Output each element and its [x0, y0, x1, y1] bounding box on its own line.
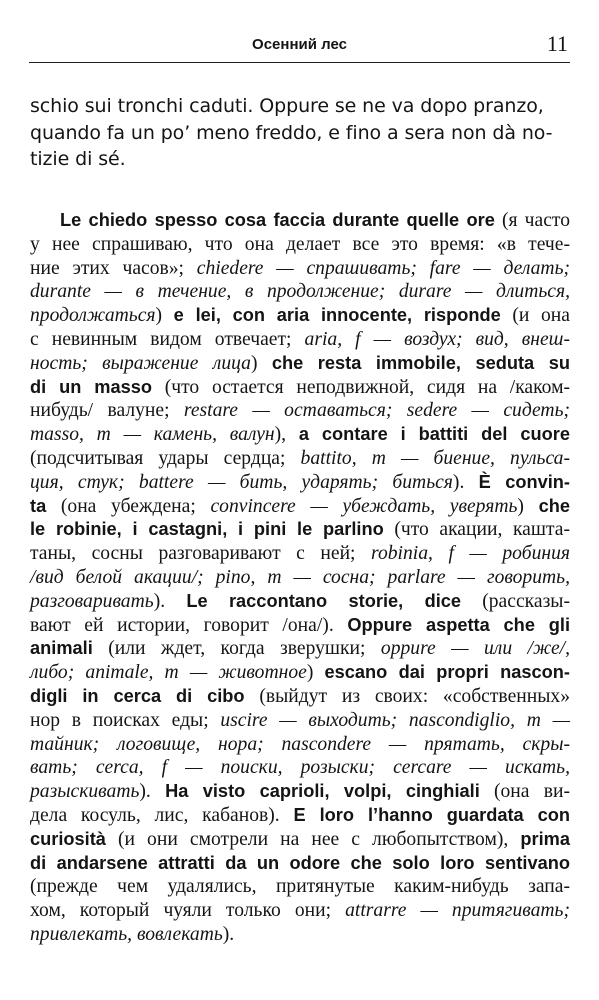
text-line [30, 352, 570, 376]
text-line [30, 733, 570, 757]
italian-phrase: curiosità [30, 828, 106, 849]
text-line [30, 780, 570, 804]
translation-text: нор в поисках еды; [30, 709, 221, 731]
text-line [30, 661, 570, 685]
text-line [30, 566, 570, 590]
italian-phrase: prima [520, 828, 570, 849]
vocabulary-note: разыскивать [30, 781, 140, 803]
translation-text: ) [155, 305, 174, 327]
text-line [30, 209, 570, 233]
text-line [30, 495, 570, 519]
text-line [30, 899, 570, 923]
intro-line: quando fa un po’ meno freddo, e fino a sera non dà no- [30, 121, 553, 144]
translation-text: у нее спрашиваю, что она делает все это время: «в тече- [30, 233, 570, 255]
translation-text: ) [250, 352, 272, 374]
vocabulary-note: /вид белой акации/; pino, m — сосна; parlare — говорить, [30, 566, 570, 588]
translation-text: таны, сосны разговаривают с ней; [30, 543, 372, 565]
translation-text: ние этих часов»; [30, 257, 197, 279]
page-number: 11 [546, 31, 568, 56]
bilingual-paragraph [30, 209, 570, 947]
translation-text: (она убеждена; [46, 495, 211, 517]
text-line [30, 709, 570, 733]
translation-text: нибудь/ валуне; [30, 400, 184, 422]
text-line [30, 376, 570, 400]
text-line [30, 685, 570, 709]
translation-text: ) [517, 495, 539, 517]
translation-text: (подсчитывая удары сердца; [30, 447, 301, 469]
italian-phrase: che resta immobile, seduta su [271, 352, 570, 373]
text-line [30, 423, 570, 447]
translation-text: ). [222, 923, 235, 945]
translation-text: (и они смотрели на нее с любопытством), [105, 828, 521, 850]
vocabulary-note: robinia, f — робиния [371, 543, 570, 565]
italian-phrase: di un masso [30, 376, 152, 397]
text-line [30, 875, 570, 899]
text-line [30, 233, 570, 257]
vocabulary-note: restare — оставаться; sedere — сидеть; [183, 400, 571, 422]
italian-phrase: e lei, con aria innocente, risponde [173, 305, 501, 326]
text-line [30, 280, 570, 304]
translation-text: (рассказы- [461, 590, 570, 612]
vocabulary-note: вать; cerca, f — поиски, розыски; cercare — искать, [30, 757, 570, 779]
text-line [30, 852, 570, 876]
text-line [30, 756, 570, 780]
text-line [30, 257, 570, 281]
italian-phrase: Le raccontano storie, dice [186, 590, 462, 611]
vocabulary-note: battito, m — биение, пульса- [300, 447, 570, 469]
text-line [30, 637, 570, 661]
italian-phrase: E loro l’hanno guardata con [293, 804, 570, 825]
translation-text: (и она [500, 305, 570, 327]
italian-phrase: ta [30, 495, 47, 516]
italian-phrase: escano dai propri nascon- [324, 662, 570, 683]
translation-text: ), [274, 424, 299, 446]
running-header [29, 30, 570, 63]
vocabulary-note: convincere — убеждать, уверять [210, 495, 518, 517]
translation-text: (она ви- [479, 781, 570, 803]
italian-phrase: che [538, 495, 570, 516]
vocabulary-note: oppure — или /же/, [380, 638, 570, 660]
italian-phrase: le robinie, i castagni, i pini le parlino [30, 519, 384, 540]
italian-phrase: Oppure aspetta che gli [347, 614, 571, 635]
translation-text: (что акации, кашта- [383, 519, 570, 541]
italian-phrase: Ha visto caprioli, volpi, cinghiali [165, 781, 480, 802]
text-line [30, 614, 570, 638]
vocabulary-note: тайник; логовище, нора; nascondere — прятать, скры- [30, 733, 570, 755]
vocabulary-note: разговаривать [30, 590, 154, 612]
translation-text: (что остается неподвижной, сидя на /каком- [151, 376, 570, 398]
text-line [30, 590, 570, 614]
intro-line: schio sui tronchi caduti. Oppure se ne va dopo pranzo, [30, 95, 544, 117]
translation-text: (я часто [494, 210, 570, 231]
text-line [30, 304, 570, 328]
italian-phrase: a contare i battiti del cuore [298, 424, 571, 445]
vocabulary-note: ция, стук; battere — бить, ударять; биться [30, 471, 453, 493]
text-line [30, 471, 570, 495]
vocabulary-note: либо; animale, m — животное [30, 662, 307, 684]
text-line [30, 399, 570, 423]
translation-text: вают ей истории, говорит /она/). [30, 614, 348, 636]
vocabulary-note: aria, f — воздух; вид, внеш- [304, 328, 570, 350]
italian-phrase: È convin- [478, 471, 570, 492]
translation-text: дела косуль, лис, кабанов). [30, 804, 294, 826]
italian-phrase: Le chiedo spesso cosa faccia durante quelle ore [60, 210, 495, 230]
vocabulary-note: продолжаться [30, 305, 156, 327]
vocabulary-note: uscire — выходить; nascondiglio, m — [220, 709, 570, 731]
text-line [30, 542, 570, 566]
translation-text: (выйдут из своих: «собственных» [244, 685, 570, 707]
translation-text: (или ждет, когда зверушки; [92, 638, 381, 660]
text-line [30, 518, 570, 542]
italian-phrase: animali [30, 638, 93, 659]
translation-text: ). [139, 781, 166, 803]
vocabulary-note: masso, m — камень, валун [30, 424, 275, 446]
translation-text: с невинным видом отвечает; [30, 328, 305, 350]
chapter-title: Осенний лес [252, 36, 347, 53]
text-line [30, 328, 570, 352]
vocabulary-note: привлекать, вовлекать [30, 923, 223, 945]
translation-text: хом, который чуяли только они; [30, 900, 346, 922]
vocabulary-note: attrarre — притягивать; [345, 900, 570, 922]
text-line [30, 804, 570, 828]
text-line [30, 923, 570, 947]
intro-line: tizie di sé. [30, 148, 126, 170]
translation-text: ). [153, 590, 187, 612]
italian-phrase: digli in cerca di cibo [30, 685, 245, 706]
translation-text: ) [306, 662, 325, 684]
vocabulary-note: chiedere — спрашивать; fare — делать; [196, 257, 571, 279]
vocabulary-note: ность; выражение лица [30, 352, 251, 374]
text-line [30, 828, 570, 852]
text-line [30, 447, 570, 471]
translation-text: (прежде чем удалялись, притянутые каким-нибудь запа- [30, 876, 570, 898]
italian-phrase: di andarsene attratti da un odore che solo loro sentivano [30, 852, 570, 873]
vocabulary-note: durante — в течение, в продолжение; durare — длиться, [30, 281, 570, 303]
intro-paragraph [30, 93, 570, 173]
translation-text: ). [452, 471, 479, 493]
